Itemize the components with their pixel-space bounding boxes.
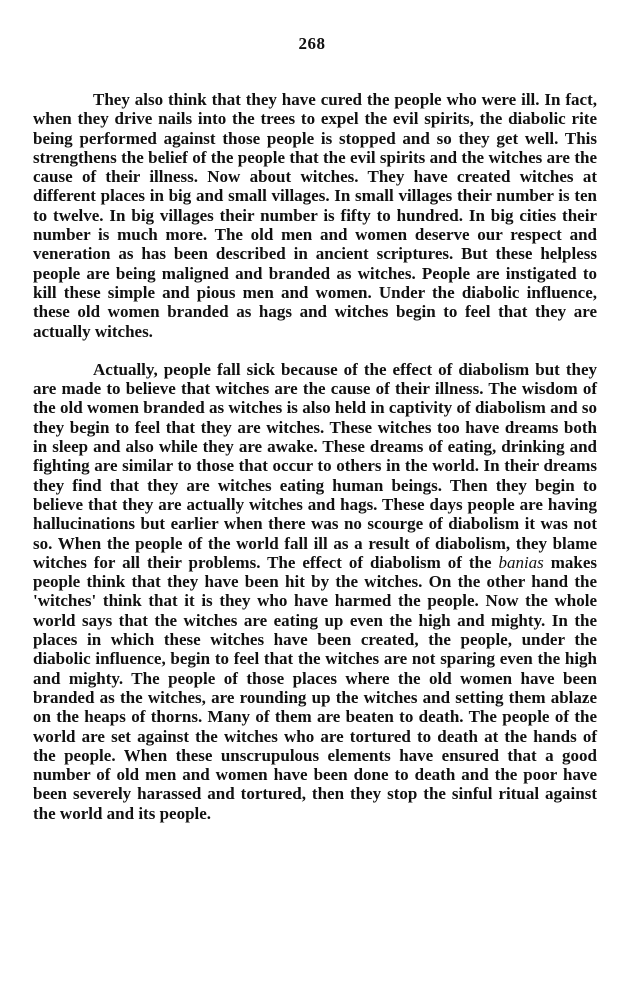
paragraph-2-text-after: makes people think that they have been hit by the witches. On the other hand the 'witches' think that it is they who have harmed the people. Now the whole world says that the witches are eating up even the high and mighty. In the places in which these witches have been created, the people, under the diabolic influence, begin to feel that the witches are not sparing even the high and mighty. The people of those places where the old women have been branded as the witches, are rounding up the witches and setting them ablaze on the heaps of thorns. Many of them are beaten to death. The people of the world are set against the witches who are tortured to death at the hands of the people. When these unscrupulous elements have ensured that a good number of old men and women have been done to death and the poor have been severely harassed and tortured, then they stop the sinful ritual against the world and its people. bbox=[33, 552, 597, 823]
page-body bbox=[33, 90, 597, 823]
paragraph-1: They also think that they have cured the people who were ill. In fact, when they drive nails into the trees to expel the evil spirits, the diabolic rite being performed against those people is stopped and so they get well. This strengthens the belief of the people that the evil spirits and the witches are the cause of their illness. Now about witches. They have created witches at different places in big and small villages. In small villages their number is ten to twelve. In big villages their number is fifty to hundred. In big cities their number is much more. The old men and women deserve our respect and veneration as has been described in ancient scriptures. But these helpless people are being maligned and branded as witches. People are instigated to kill these simple and pious men and women. Under the diabolic influence, these old women branded as hags and witches begin to feel that they are actually witches. bbox=[33, 90, 597, 341]
paragraph-2 bbox=[33, 360, 597, 823]
paragraph-2-text-before: Actually, people fall sick because of the effect of diabolism but they are made to believe that witches are the cause of their illness. The wisdom of the old women branded as witches is also held in captivity of diabolism and so they begin to feel that they are witches. These witches too have dreams both in sleep and also while they are awake. These dreams of eating, drinking and fighting are similar to those that occur to others in the world. In their dreams they find that they are witches eating human beings. Then they begin to believe that they are actually witches and hags. These days people are having hallucinations but earlier when there was no scourge of diabolism it was not so. When the people of the world fall ill as a result of diabolism, they blame witches for all their problems. The effect of diabolism of the bbox=[33, 359, 597, 572]
page-number: 268 bbox=[298, 34, 326, 53]
italic-term-banias: banias bbox=[498, 552, 544, 572]
